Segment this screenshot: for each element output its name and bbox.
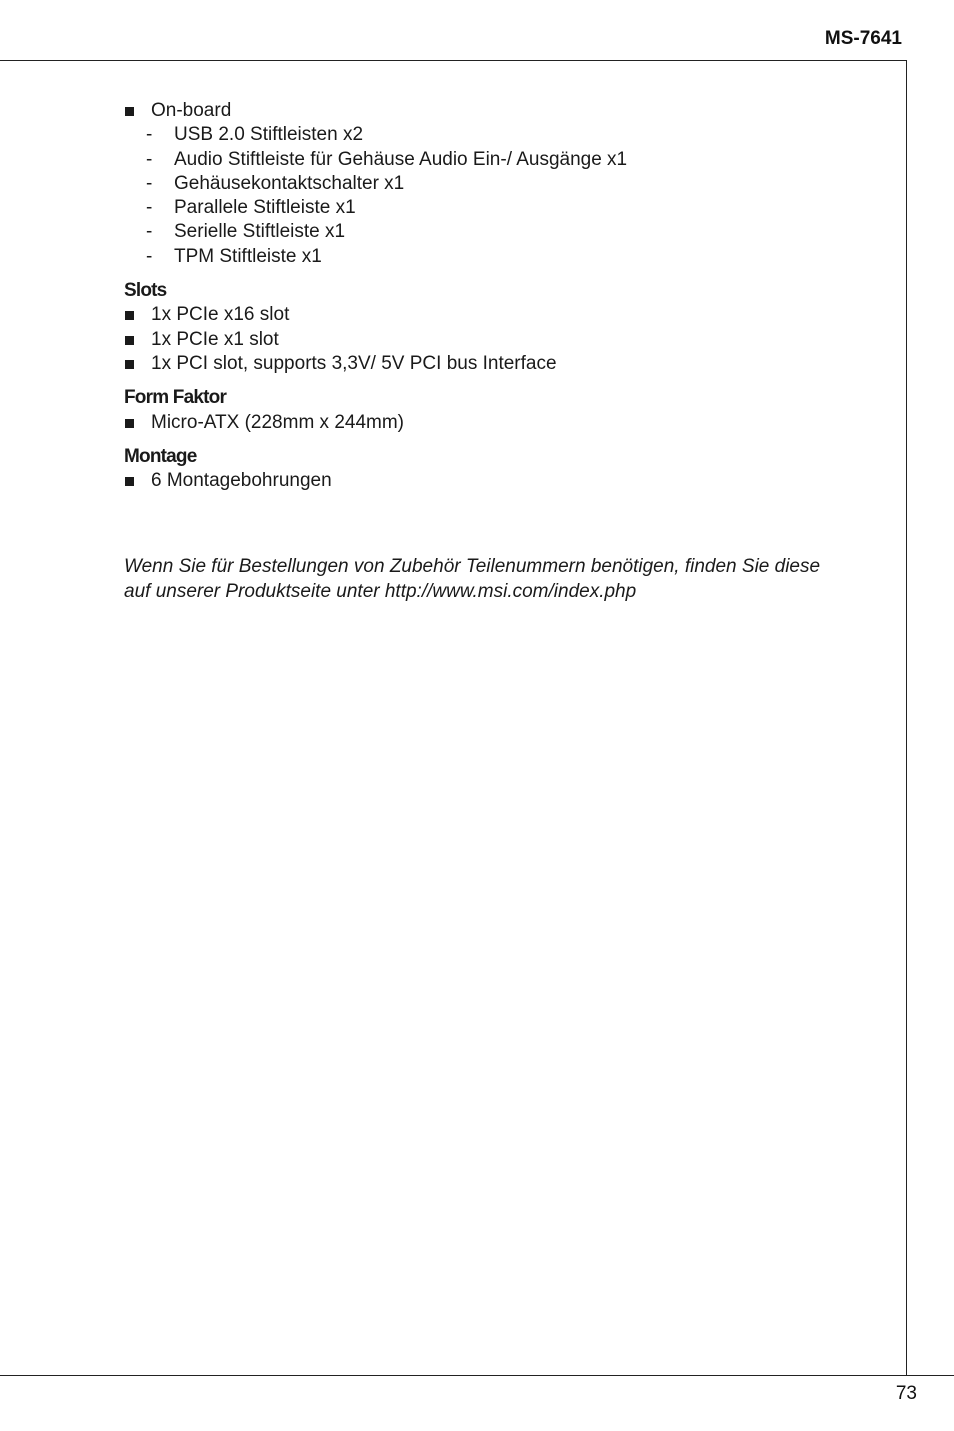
square-bullet-icon (125, 360, 134, 369)
onboard-item (124, 172, 844, 196)
form-factor-item-label: Micro-ATX (228mm x 244mm) (151, 411, 405, 433)
mounting-item-label: 6 Montagebohrungen (151, 470, 332, 492)
accessory-note: Wenn Sie für Bestellungen von Zubehör Teilenummern benötigen, finden Sie diese auf unserer Produktseite unter http://www.msi.com/index.php (124, 556, 821, 602)
mounting-heading: Montage (124, 445, 197, 467)
slots-item-label: 1x PCI slot, supports 3,3V/ 5V PCI bus Interface (151, 352, 557, 374)
square-bullet-icon (125, 419, 134, 428)
dash-icon: - (146, 221, 153, 243)
dash-icon: - (146, 197, 153, 219)
onboard-item-label: Audio Stiftleiste für Gehäuse Audio Ein-/ Ausgänge x1 (174, 148, 628, 170)
onboard-item (124, 196, 844, 220)
square-bullet-icon (125, 477, 134, 486)
mounting-item (124, 469, 844, 493)
page-number: 73 (895, 1383, 917, 1404)
onboard-item (124, 148, 844, 172)
onboard-item-label: Parallele Stiftleiste x1 (174, 197, 356, 219)
onboard-item-label: USB 2.0 Stiftleisten x2 (174, 124, 364, 146)
slots-item (124, 303, 844, 327)
onboard-item-label: Serielle Stiftleiste x1 (174, 221, 346, 243)
bullet-onboard (124, 99, 844, 123)
footer-rule (0, 1375, 954, 1376)
dash-icon: - (146, 124, 153, 146)
spec-content (124, 99, 844, 604)
onboard-item (124, 123, 844, 147)
square-bullet-icon (125, 336, 134, 345)
slots-heading: Slots (124, 280, 167, 302)
square-bullet-icon (125, 311, 134, 320)
dash-icon: - (146, 245, 153, 267)
header-rule (0, 60, 907, 61)
form-factor-heading: Form Faktor (124, 387, 227, 409)
onboard-item-label: Gehäusekontaktschalter x1 (174, 172, 405, 194)
right-margin-rule (906, 60, 907, 1376)
slots-item-label: 1x PCIe x1 slot (151, 328, 279, 350)
form-factor-item (124, 411, 844, 435)
onboard-item (124, 220, 844, 244)
square-bullet-icon (125, 107, 134, 116)
dash-icon: - (146, 148, 153, 170)
slots-item (124, 352, 844, 376)
slots-item-label: 1x PCIe x16 slot (151, 304, 290, 326)
model-number: MS-7641 (824, 28, 902, 49)
onboard-title: On-board (151, 100, 232, 121)
dash-icon: - (146, 172, 153, 194)
slots-item (124, 328, 844, 352)
onboard-item-label: TPM Stiftleiste x1 (174, 245, 322, 267)
onboard-item (124, 245, 844, 269)
